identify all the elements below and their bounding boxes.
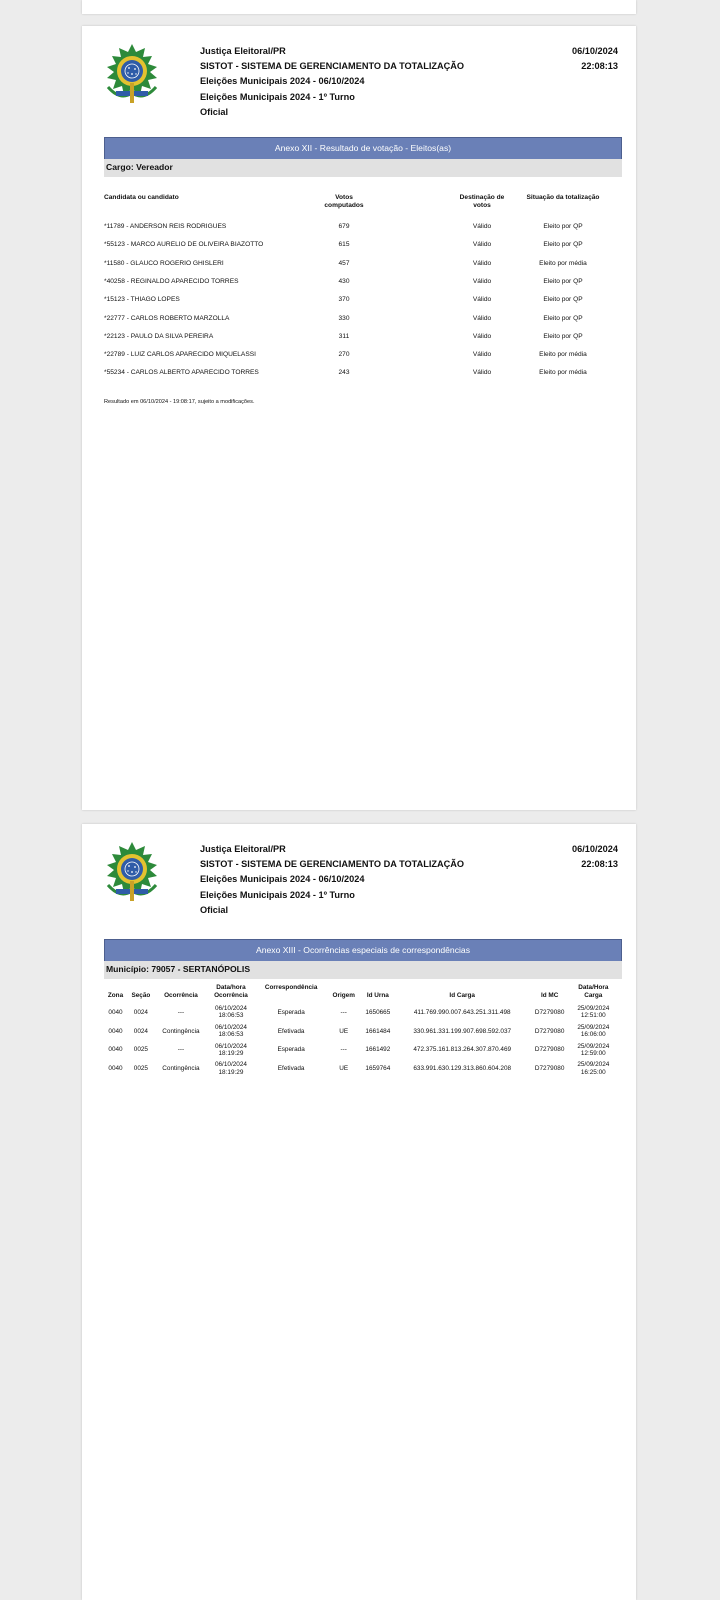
candidate-votes: 330: [338, 314, 350, 322]
col-header-idurna: Id Urna: [366, 991, 389, 999]
candidate-name: *22777 - CARLOS ROBERTO MARZOLLA: [104, 314, 230, 322]
cell-datahora-ocorrencia-time: 18:06:53: [218, 1031, 244, 1039]
cell-datahora-carga-time: 16:06:00: [580, 1031, 606, 1039]
report-status: Oficial: [200, 904, 229, 915]
col-header-datahora-line2: Ocorrência: [214, 991, 248, 999]
table-row: [104, 1041, 616, 1060]
cell-origem: ---: [340, 1046, 347, 1054]
table-header-row: [104, 984, 616, 1003]
previous-page-edge: [82, 0, 636, 14]
cell-id-urna: 1650665: [365, 1008, 391, 1016]
cell-ocorrencia: Contingência: [162, 1027, 200, 1035]
candidate-situation: Eleito por QP: [543, 296, 583, 304]
cell-datahora-carga-time: 16:25:00: [580, 1068, 606, 1076]
table-row: [104, 1022, 616, 1041]
col-header-dhcarga-line1: Data/Hora: [578, 984, 609, 991]
col-header-votes-line2: computados: [324, 202, 364, 209]
section-title-band: Anexo XII - Resultado de votação - Eleitos(as): [104, 137, 622, 160]
report-header: [200, 44, 464, 120]
system-name: SISTOT - SISTEMA DE GERENCIAMENTO DA TOTALIZAÇÃO: [200, 859, 465, 870]
system-name: SISTOT - SISTEMA DE GERENCIAMENTO DA TOTALIZAÇÃO: [200, 61, 465, 72]
municipio-label: Município: 79057 - SERTANÓPOLIS: [104, 961, 622, 979]
report-page-1: [82, 26, 636, 810]
candidate-votes: 615: [338, 241, 350, 249]
col-header-destination-line1: Destinação de: [459, 194, 505, 201]
candidate-name: *22789 - LUIZ CARLOS APARECIDO MIQUELASSI: [104, 351, 256, 359]
col-header-destination-line2: votos: [473, 202, 491, 209]
cell-zona: 0040: [108, 1027, 123, 1035]
col-header-dhcarga: [571, 984, 616, 1003]
candidate-name: *55123 - MARCO AURELIO DE OLIVEIRA BIAZOTTO: [104, 241, 264, 249]
cell-datahora-carga-date: 25/09/2024: [577, 1061, 610, 1069]
col-header-votes-line1: Votos: [335, 194, 353, 201]
candidate-name: *22123 - PAULO DA SILVA PEREIRA: [104, 332, 214, 340]
election-line-1: Eleições Municipais 2024 - 06/10/2024: [200, 76, 365, 87]
col-header-zona: Zona: [107, 991, 124, 999]
candidate-votes: 457: [338, 259, 350, 267]
candidate-votes: 370: [338, 296, 350, 304]
cell-datahora-carga-time: 12:59:00: [580, 1050, 606, 1058]
cell-id-urna: 1661484: [365, 1027, 391, 1035]
election-line-2: Eleições Municipais 2024 - 1º Turno: [200, 91, 355, 102]
election-line-2: Eleições Municipais 2024 - 1º Turno: [200, 889, 355, 900]
cell-ocorrencia: Contingência: [162, 1065, 200, 1073]
cell-zona: 0040: [108, 1065, 123, 1073]
report-page-2: [82, 824, 636, 1600]
report-time: 22:08:13: [581, 61, 618, 72]
report-timestamp: [572, 44, 618, 74]
candidate-situation: Eleito por QP: [543, 277, 583, 285]
candidate-vote-destination: Válido: [472, 296, 492, 304]
cell-origem: UE: [339, 1027, 349, 1035]
col-header-idcarga: Id Carga: [449, 991, 475, 999]
col-header-situation: Situação da totalização: [526, 194, 600, 201]
cell-secao: 0024: [133, 1027, 148, 1035]
cell-datahora-ocorrencia-date: 06/10/2024: [214, 1042, 247, 1050]
result-footnote: Resultado em 06/10/2024 - 19:08:17, sujeito a modificações.: [104, 399, 255, 405]
election-line-1: Eleições Municipais 2024 - 06/10/2024: [200, 874, 365, 885]
occurrences-table-body: [104, 1003, 616, 1078]
candidate-vote-destination: Válido: [472, 241, 492, 249]
col-header-correspondencia: Correspondência: [264, 984, 318, 991]
candidate-vote-destination: Válido: [472, 332, 492, 340]
cell-secao: 0025: [133, 1046, 148, 1054]
section-title-band: Anexo XIII - Ocorrências especiais de correspondências: [104, 939, 622, 962]
candidate-name: *40258 - REGINALDO APARECIDO TORRES: [104, 277, 239, 285]
candidate-situation: Eleito por média: [539, 259, 587, 267]
cell-datahora-carga-date: 25/09/2024: [577, 1042, 610, 1050]
org-name: Justiça Eleitoral/PR: [200, 46, 286, 56]
cell-id-mc: D7279080: [534, 1027, 565, 1035]
cell-datahora-carga-date: 25/09/2024: [577, 1005, 610, 1012]
cell-datahora-ocorrencia: [207, 1022, 255, 1041]
candidate-votes: 270: [338, 351, 350, 359]
candidate-votes: 243: [338, 369, 350, 377]
cell-id-carga: 472.375.161.813.264.307.870.469: [413, 1046, 512, 1054]
cell-id-carga: 330.961.331.199.907.698.592.037: [413, 1027, 512, 1035]
cell-correspondencia: Efetivada: [277, 1027, 305, 1035]
cell-datahora-carga: [571, 1059, 616, 1078]
candidate-situation: Eleito por QP: [543, 241, 583, 249]
candidate-name: *11789 - ANDERSON REIS RODRIGUES: [104, 223, 227, 230]
cell-zona: 0040: [108, 1046, 123, 1054]
cell-id-mc: D7279080: [534, 1008, 565, 1016]
candidate-vote-destination: Válido: [472, 369, 492, 377]
candidate-votes: 679: [338, 223, 350, 230]
candidate-vote-destination: Válido: [472, 351, 492, 359]
col-header-secao: Seção: [131, 991, 151, 999]
col-header-origem: Origem: [332, 991, 355, 999]
candidate-situation: Eleito por QP: [543, 332, 583, 340]
candidate-votes: 311: [338, 332, 350, 340]
cell-datahora-ocorrencia: [207, 1059, 255, 1078]
candidate-situation: Eleito por média: [539, 351, 587, 359]
cell-correspondencia: Esperada: [277, 1046, 305, 1054]
cell-datahora-ocorrencia-time: 18:19:29: [218, 1050, 244, 1058]
cell-datahora-carga-date: 25/09/2024: [577, 1023, 610, 1031]
cell-datahora-carga: [571, 1022, 616, 1041]
report-timestamp: [572, 842, 618, 872]
report-date: 06/10/2024: [572, 844, 618, 854]
cell-correspondencia: Esperada: [277, 1008, 305, 1016]
cell-id-urna: 1661492: [365, 1046, 391, 1054]
table-row: [104, 1003, 616, 1022]
col-header-destination: [448, 194, 516, 210]
cargo-label: Cargo: Vereador: [104, 159, 622, 177]
cell-ocorrencia: ---: [177, 1008, 185, 1016]
cell-zona: 0040: [108, 1008, 123, 1016]
cell-datahora-ocorrencia: [207, 1041, 255, 1060]
cell-datahora-ocorrencia-date: 06/10/2024: [214, 1005, 247, 1012]
cell-datahora-ocorrencia: [207, 1003, 255, 1022]
cell-id-carga: 633.991.630.129.313.860.604.208: [413, 1065, 512, 1073]
candidate-vote-destination: Válido: [472, 314, 492, 322]
cell-datahora-ocorrencia-date: 06/10/2024: [214, 1061, 247, 1069]
candidate-situation: Eleito por QP: [543, 314, 583, 322]
col-header-votes: [314, 194, 374, 210]
candidate-vote-destination: Válido: [472, 277, 492, 285]
report-status: Oficial: [200, 106, 229, 117]
table-row: [104, 1059, 616, 1078]
candidate-name: *15123 - THIAGO LOPES: [104, 296, 180, 304]
brazil-coat-of-arms-icon: [102, 43, 162, 105]
cell-id-urna: 1659764: [365, 1065, 391, 1073]
cell-origem: UE: [339, 1065, 349, 1073]
candidate-name: *11580 - GLAUCO ROGERIO GHISLERI: [104, 259, 224, 267]
candidate-name: *55234 - CARLOS ALBERTO APARECIDO TORRES: [104, 369, 259, 377]
cell-secao: 0025: [133, 1065, 148, 1073]
col-header-idmc: Id MC: [540, 991, 559, 999]
cell-origem: ---: [340, 1008, 347, 1016]
cell-datahora-ocorrencia-date: 06/10/2024: [214, 1023, 247, 1031]
cell-datahora-carga-time: 12:51:00: [580, 1012, 606, 1020]
candidate-votes: 430: [338, 277, 350, 285]
report-date: 06/10/2024: [572, 46, 618, 56]
col-header-datahora: [207, 984, 255, 1003]
candidate-vote-destination: Válido: [472, 223, 492, 230]
org-name: Justiça Eleitoral/PR: [200, 844, 286, 854]
col-header-dhcarga-line2: Carga: [584, 991, 603, 999]
col-header-candidate: Candidata ou candidato: [104, 194, 179, 201]
cell-datahora-carga: [571, 1041, 616, 1060]
report-time: 22:08:13: [581, 859, 618, 870]
report-header: [200, 842, 464, 918]
cell-id-carga: 411.769.990.007.643.251.311.498: [413, 1008, 511, 1016]
col-header-ocorrencia: Ocorrência: [164, 991, 198, 999]
occurrences-table: [104, 984, 616, 1078]
candidate-vote-destination: Válido: [472, 259, 492, 267]
cell-correspondencia: Efetivada: [277, 1065, 305, 1073]
col-header-datahora-line1: Data/hora: [216, 984, 246, 991]
cell-datahora-ocorrencia-time: 18:06:53: [218, 1012, 244, 1020]
cell-secao: 0024: [133, 1008, 148, 1016]
cell-datahora-carga: [571, 1003, 616, 1022]
cell-ocorrencia: ---: [177, 1046, 185, 1054]
cell-id-mc: D7279080: [534, 1046, 565, 1054]
candidate-situation: Eleito por QP: [543, 223, 583, 230]
cell-id-mc: D7279080: [534, 1065, 565, 1073]
candidate-situation: Eleito por média: [539, 369, 587, 377]
cell-datahora-ocorrencia-time: 18:19:29: [218, 1068, 244, 1076]
brazil-coat-of-arms-icon: [102, 841, 162, 903]
